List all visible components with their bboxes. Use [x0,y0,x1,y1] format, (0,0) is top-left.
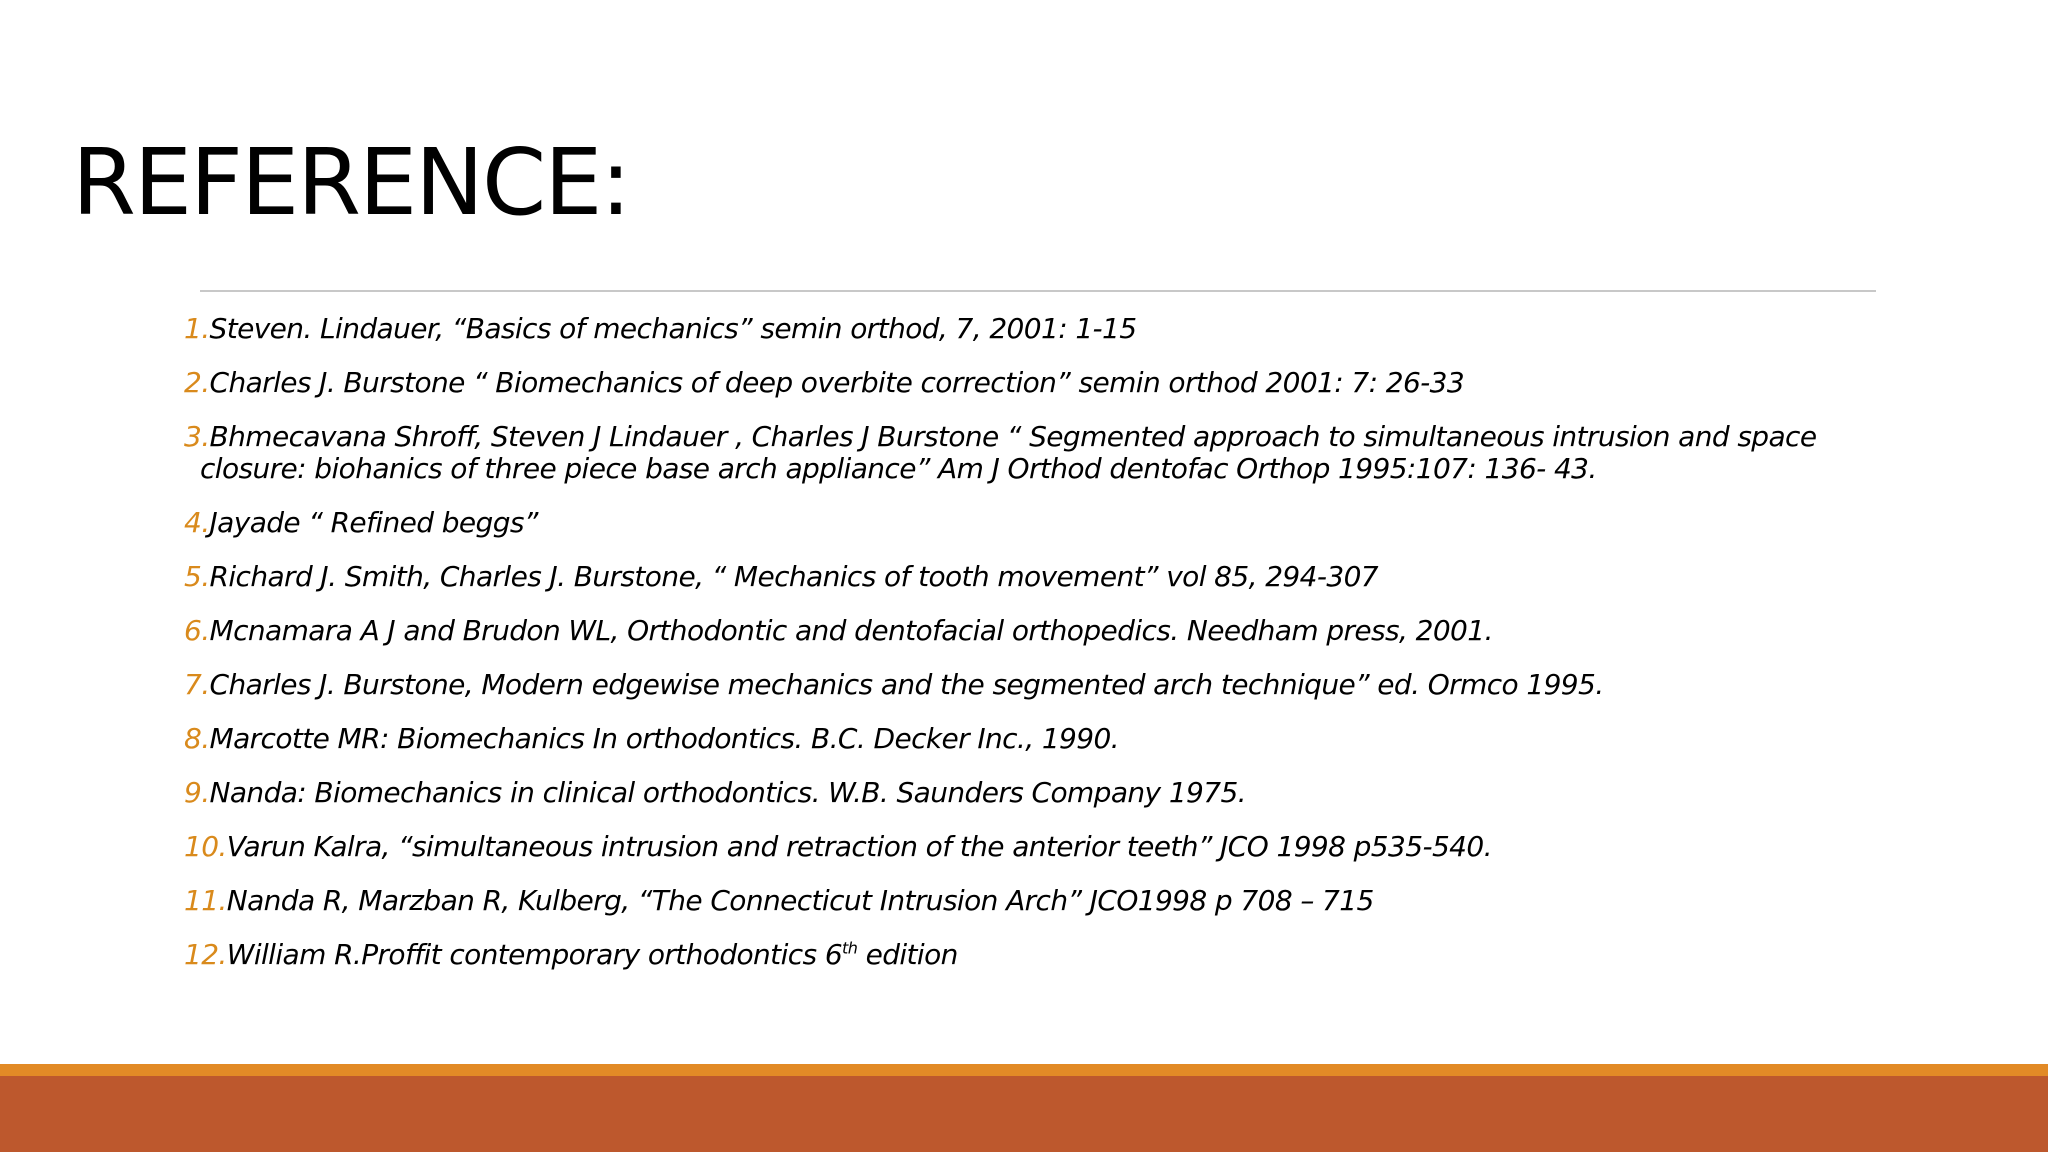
reference-item [184,885,1824,917]
reference-number: 7. [184,668,210,701]
reference-item [184,615,1824,647]
reference-text: Steven. Lindauer, “Basics of mechanics” semin orthod, 7, 2001: 1-15 [209,312,1137,345]
reference-text: Bhmecavana Shroff, Steven J Lindauer , Charles J Burstone “ Segmented approach to simultaneous intrusion and space closure: biohanics of three piece base arch appliance” Am J Orthod dentofac Orthop 1995:107: 136- 43. [200,420,1817,485]
reference-number: 3. [184,420,210,453]
reference-text: Richard J. Smith, Charles J. Burstone, “ Mechanics of tooth movement” vol 85, 294-307 [209,560,1378,593]
reference-text: Jayade “ Refined beggs” [209,506,538,539]
reference-text: Mcnamara A J and Brudon WL, Orthodontic and dentofacial orthopedics. Needham press, 2001. [209,614,1493,647]
reference-item [184,507,1824,539]
reference-number: 9. [184,776,210,809]
reference-number: 10. [184,830,227,863]
reference-number: 4. [184,506,210,539]
reference-text [227,939,1824,971]
reference-item [184,669,1824,701]
reference-number: 6. [184,614,210,647]
reference-text: Charles J. Burstone, Modern edgewise mechanics and the segmented arch technique” ed. Ormco 1995. [209,668,1604,701]
reference-number: 2. [184,366,210,399]
reference-item [184,723,1824,755]
reference-item [184,313,1824,345]
reference-text-main: William R.Proffit contemporary orthodontics 6 [226,938,843,971]
reference-number: 11. [184,884,227,917]
reference-text: Nanda: Biomechanics in clinical orthodontics. W.B. Saunders Company 1975. [209,776,1246,809]
title-divider [200,290,1876,292]
reference-list [184,313,1824,993]
footer-accent-bar [0,1064,2048,1076]
reference-superscript: th [842,938,858,958]
reference-number: 5. [184,560,210,593]
reference-number: 1. [184,312,210,345]
reference-item [184,367,1824,399]
footer-bar [0,1076,2048,1152]
reference-number: 8. [184,722,210,755]
reference-item [184,421,1824,485]
reference-text: Marcotte MR: Biomechanics In orthodontics. B.C. Decker Inc., 1990. [209,722,1119,755]
reference-item [184,561,1824,593]
reference-item [184,777,1824,809]
reference-text-tail: edition [857,938,958,971]
reference-item [184,939,1824,971]
reference-item [184,831,1824,863]
slide-title: REFERENCE: [72,129,630,236]
reference-text: Varun Kalra, “simultaneous intrusion and retraction of the anterior teeth” JCO 1998 p535-540. [226,830,1492,863]
reference-text: Nanda R, Marzban R, Kulberg, “The Connecticut Intrusion Arch” JCO1998 p 708 – 715 [226,884,1374,917]
reference-text: Charles J. Burstone “ Biomechanics of deep overbite correction” semin orthod 2001: 7: 26-33 [209,366,1465,399]
reference-number: 12. [184,938,227,971]
